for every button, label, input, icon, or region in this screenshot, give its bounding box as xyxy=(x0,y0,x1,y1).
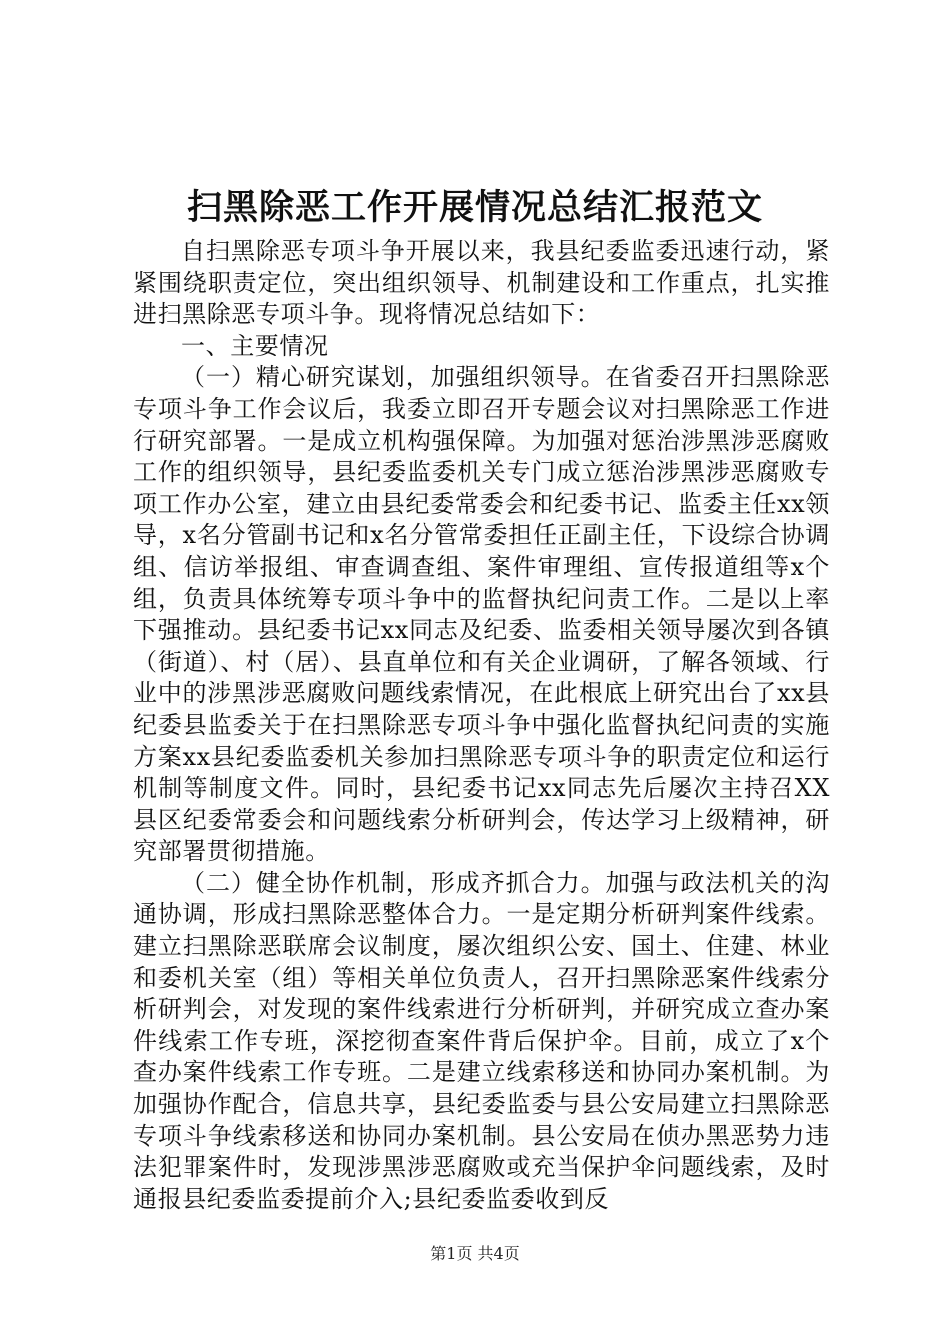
section-heading: 一、主要情况 xyxy=(181,331,329,360)
page-footer: 第1页 共4页 xyxy=(430,1244,520,1263)
intro-paragraph: 自扫黑除恶专项斗争开展以来，我县纪委监委迅速行动，紧紧围绕职责定位，突出组织领导、机制建设和工作重点，扎实推进扫黑除恶专项斗争。现将情况总结如下： xyxy=(133,237,830,329)
document-title: 扫黑除恶工作开展情况总结汇报范文 xyxy=(186,187,763,228)
body-paragraph-2: （二）健全协作机制，形成齐抓合力。加强与政法机关的沟通协调，形成扫黑除恶整体合力。一是定期分析研判案件线索。建立扫黑除恶联席会议制度，屡次组织公安、国土、住建、林业和委机关室（组）等相关单位负责人，召开扫黑除恶案件线索分析研判会，对发现的案件线索进行分析研判，并研究成立查办案件线索工作专班，深挖彻查案件背后保护伞。目前，成立了x个查办案件线索工作专班。二是建立线索移送和协同办案机制。为加强协作配合，信息共享，县纪委监委与县公安局建立扫黑除恶专项斗争线索移送和协同办案机制。县公安局在侦办黑恶势力违法犯罪案件时，发现涉黑涉恶腐败或充当保护伞问题线索，及时通报县纪委监委提前介入;县纪委监委收到反 xyxy=(133,868,830,1213)
body-paragraph-1: （一）精心研究谋划，加强组织领导。在省委召开扫黑除恶专项斗争工作会议后，我委立即召开专题会议对扫黑除恶工作进行研究部署。一是成立机构强保障。为加强对惩治涉黑涉恶腐败工作的组织领导，县纪委监委机关专门成立惩治涉黑涉恶腐败专项工作办公室，建立由县纪委常委会和纪委书记、监委主任xx领导，x名分管副书记和x名分管常委担任正副主任，下设综合协调组、信访举报组、审查调查组、案件审理组、宣传报道组等x个组，负责具体统筹专项斗争中的监督执纪问责工作。二是以上率下强推动。县纪委书记xx同志及纪委、监委相关领导屡次到各镇（街道）、村（居）、县直单位和有关企业调研，了解各领域、行业中的涉黑涉恶腐败问题线索情况，在此根底上研究出台了xx县纪委县监委关于在扫黑除恶专项斗争中强化监督执纪问责的实施方案xx县纪委监委机关参加扫黑除恶专项斗争的职责定位和运行机制等制度文件。同时，县纪委书记xx同志先后屡次主持召XX县区纪委常委会和问题线索分析研判会，传达学习上级精神，研究部署贯彻措施。 xyxy=(133,363,830,866)
document-body xyxy=(133,236,830,1215)
